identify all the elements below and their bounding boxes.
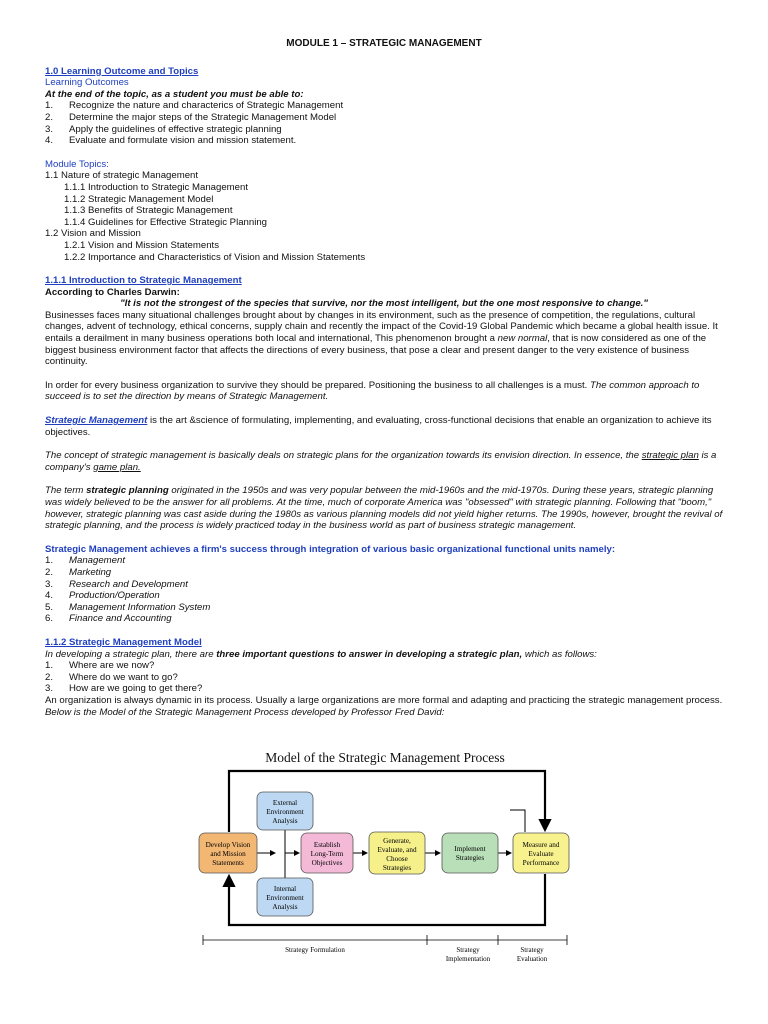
list-item: 5. Management Information System — [45, 601, 211, 613]
outcomes-list — [45, 100, 723, 146]
outcomes-intro: At the end of the topic, as a student you must be able to: — [45, 88, 304, 100]
list-item: 3. Research and Development — [45, 578, 188, 590]
intro-heading: 1.1.1 Introduction to Strategic Management — [45, 275, 242, 287]
box-develop-vision — [199, 833, 257, 873]
svg-text:Generate,: Generate, — [383, 837, 411, 845]
module-topics-title: Module Topics: — [45, 158, 109, 170]
svg-text:Develop Vision: Develop Vision — [205, 841, 251, 849]
phase-timeline — [203, 935, 567, 945]
page-title: MODULE 1 – STRATEGIC MANAGEMENT — [286, 38, 482, 49]
list-item: 2. Where do we want to go? — [45, 671, 178, 683]
svg-text:Choose: Choose — [386, 855, 408, 863]
topic-item: 1.2.2 Importance and Characteristics of Vision and Mission Statements — [64, 251, 366, 263]
topic-item: 1.1.1 Introduction to Strategic Management — [64, 181, 248, 193]
svg-text:Environment: Environment — [266, 808, 304, 816]
phase-formulation-label: Strategy Formulation — [285, 946, 345, 954]
svg-text:and Mission: and Mission — [210, 850, 246, 858]
paragraph-history: The term strategic planning originated in the 1950s and was very popular between the mid-1960s and the mid-1970s. During these years, strategic planning was widely believed to be the answer for all problems. At the time, much of corporate America was "obsessed" with strategic planning. Following that "boom," however, strategic planning was cast aside during the 1980s as various planning models did not yield higher returns. The 1990s, however, brought the revival of strategic planning, and the process is widely practiced today in the business world as part of business strategic management. — [45, 485, 723, 532]
units-intro: Strategic Management achieves a firm's success through integration of various basic organizational functional units namely: — [45, 543, 616, 555]
paragraph-definition: Strategic Management is the art &science of formulating, implementing, and evaluating, cross-functional decisions that enable an organization to achieve its objectives. — [45, 415, 712, 438]
model-intro: In developing a strategic plan, there are three important questions to answer in developing a strategic plan, which as follows: — [45, 648, 597, 660]
svg-text:Objectives: Objectives — [311, 859, 343, 867]
darwin-quote: "It is not the strongest of the species that survive, nor the most intelligent, but the one most responsive to change." — [120, 298, 648, 310]
questions-list — [45, 660, 723, 695]
topic-1-2: 1.2 Vision and Mission — [45, 228, 141, 240]
list-item: 3. Apply the guidelines of effective strategic planning — [45, 123, 282, 135]
svg-text:Long-Term: Long-Term — [310, 850, 344, 858]
list-item: 3. How are we going to get there? — [45, 683, 203, 695]
box-external-analysis — [257, 792, 313, 830]
svg-text:Measure and: Measure and — [522, 841, 560, 849]
box-measure-performance — [513, 833, 569, 873]
learning-outcome-heading: 1.0 Learning Outcome and Topics — [45, 65, 199, 77]
model-heading: 1.1.2 Strategic Management Model — [45, 636, 202, 648]
phase-implementation-label-2: Implementation — [445, 955, 491, 963]
units-list — [45, 555, 723, 625]
strategic-management-diagram — [195, 750, 575, 965]
svg-text:Implement: Implement — [454, 845, 486, 853]
phase-evaluation-label: Strategy — [520, 946, 544, 954]
box-generate-strategies — [369, 832, 425, 874]
svg-text:Evaluate: Evaluate — [528, 850, 554, 858]
topic-item: 1.1.4 Guidelines for Effective Strategic Planning — [64, 216, 268, 228]
paragraph-concept: The concept of strategic management is basically deals on strategic plans for the organization towards its envision direction. In essence, the strategic plan is a company's game plan. — [45, 450, 717, 473]
svg-text:Analysis: Analysis — [272, 903, 298, 911]
svg-text:Strategies: Strategies — [455, 854, 485, 862]
document-page — [45, 38, 723, 718]
diagram-canvas — [195, 750, 575, 965]
svg-text:Analysis: Analysis — [272, 817, 298, 825]
diagram-title: Model of the Strategic Management Process — [265, 750, 505, 765]
box-internal-analysis — [257, 878, 313, 916]
list-item: 2. Marketing — [45, 566, 112, 578]
phase-evaluation-label-2: Evaluation — [516, 955, 548, 963]
learning-outcomes-subtitle: Learning Outcomes — [45, 77, 129, 89]
topic-item: 1.2.1 Vision and Mission Statements — [64, 239, 220, 251]
list-item: 2. Determine the major steps of the Strategic Management Model — [45, 111, 337, 123]
list-item: 4. Production/Operation — [45, 590, 160, 602]
svg-text:Statements: Statements — [212, 859, 244, 867]
list-item: 1. Management — [45, 555, 125, 567]
paragraph-dynamic: An organization is always dynamic in its process. Usually a large organizations are more formal and adapting and practicing the strategic management process. — [45, 694, 723, 706]
list-item: 6. Finance and Accounting — [45, 613, 172, 625]
paragraph-model-intro: Below is the Model of the Strategic Management Process developed by Professor Fred David: — [45, 706, 445, 718]
paragraph-challenges: Businesses faces many situational challenges brought about by changes in its environment, such as the presence of competition, the regulations, cultural changes, advent of technology, ethical concerns, supply chain and recently the impact of the Covid-19 Global Pandemic which became a global health issue. It entails a derailment in many business operations both local and international, This phenomenon brought a new normal, that is now considered as one of the biggest business environment factor that affects the directions of every business, that pose a clear and present danger to the very existence of business continuity. — [45, 309, 718, 368]
svg-text:Evaluate, and: Evaluate, and — [377, 846, 417, 854]
svg-text:External: External — [272, 799, 298, 807]
box-implement-strategies — [442, 833, 498, 873]
list-item: 4. Evaluate and formulate vision and mission statement. — [45, 135, 297, 147]
topic-1-1: 1.1 Nature of strategic Management — [45, 170, 199, 182]
box-establish-objectives — [301, 833, 353, 873]
phase-implementation-label: Strategy — [456, 946, 480, 954]
topic-item: 1.1.2 Strategic Management Model — [64, 193, 214, 205]
list-item: 1. Recognize the nature and characterics of Strategic Management — [45, 100, 344, 112]
svg-text:Performance: Performance — [522, 859, 560, 867]
topic-item: 1.1.3 Benefits of Strategic Management — [64, 205, 233, 217]
darwin-label: According to Charles Darwin: — [45, 286, 180, 298]
svg-text:Environment: Environment — [266, 894, 304, 902]
list-item: 1. Where are we now? — [45, 660, 155, 672]
paragraph-prepared: In order for every business organization to survive they should be prepared. Positioning the business to all challenges is a must. The common approach to succeed is to set the direction by means of Strategic Management. — [45, 379, 700, 403]
svg-text:Establish: Establish — [313, 841, 341, 849]
svg-text:Internal: Internal — [273, 885, 297, 893]
svg-text:Strategies: Strategies — [382, 864, 412, 872]
